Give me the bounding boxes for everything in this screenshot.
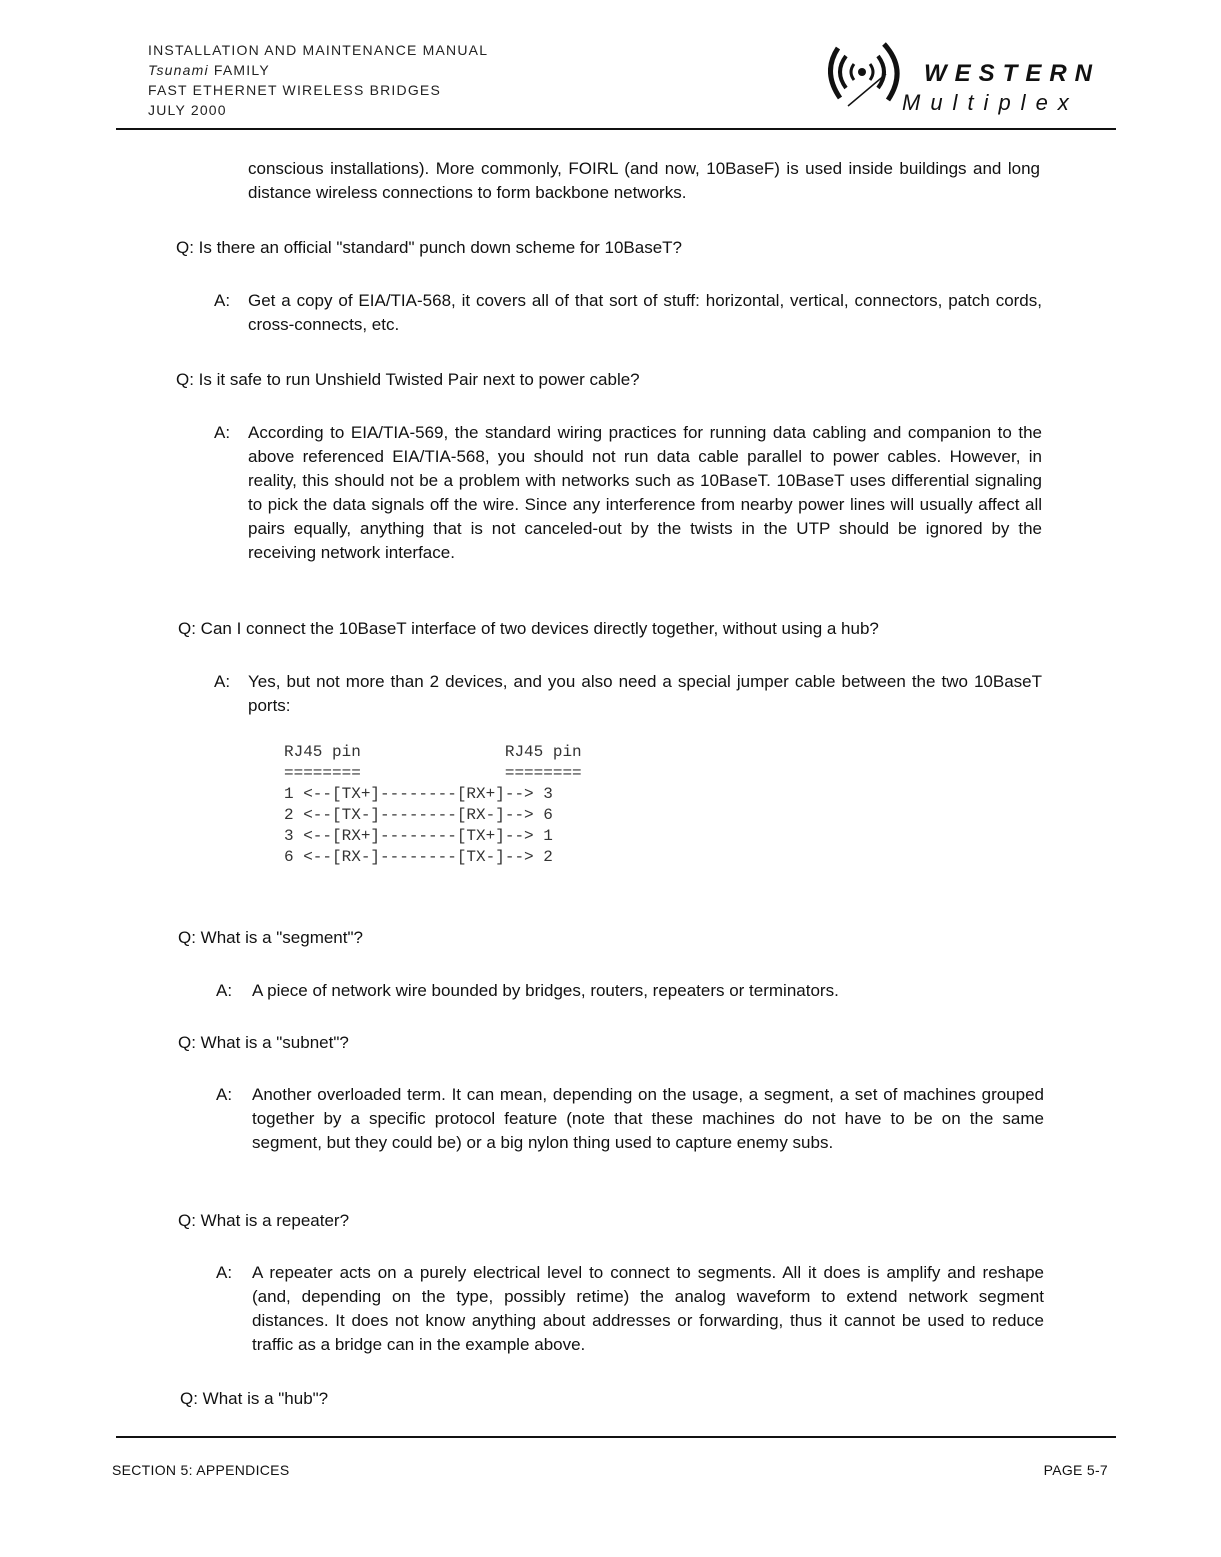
answer-label-3: A: [214, 672, 231, 691]
answer-4: A piece of network wire bounded by bridges, routers, repeaters or terminators. [252, 981, 839, 1000]
question-5: Q: What is a "subnet"? [178, 1033, 349, 1052]
pin-table-separator: ======== ======== [284, 764, 582, 782]
answer-2: According to EIA/TIA-569, the standard wiring practices for running data cabling and companion to the above referenced EIA/TIA-568, you should not run data cable parallel to power cables. However, in reality, this should not be a problem with networks such as 10BaseT. 10BaseT uses differential signaling to pick the data signals off the wire. Since any interference from nearby power lines will usually affect all pairs equally, anything that is not canceled-out by the twists in the UTP should be ignored by the receiving network interface. [248, 423, 1042, 562]
answer-label-6: A: [216, 1263, 233, 1282]
answer-label-5: A: [216, 1085, 233, 1104]
question-3: Q: Can I connect the 10BaseT interface of two devices directly together, without using a hub? [178, 619, 879, 638]
question-2: Q: Is it safe to run Unshield Twisted Pair next to power cable? [176, 370, 640, 389]
intro-paragraph: conscious installations). More commonly, FOIRL (and now, 10BaseF) is used inside buildings and long distance wireless connections to form backbone networks. [248, 159, 1040, 202]
product-name: Tsunami [148, 62, 209, 78]
pin-table-header: RJ45 pin RJ45 pin [284, 743, 582, 761]
answer-1: Get a copy of EIA/TIA-568, it covers all of that sort of stuff: horizontal, vertical, connectors, patch cords, cross-connects, etc. [248, 291, 1042, 334]
document-header [148, 40, 488, 120]
question-6: Q: What is a repeater? [178, 1211, 350, 1230]
question-7: Q: What is a "hub"? [180, 1389, 329, 1408]
product-family: Tsunami FAMILY [148, 62, 270, 78]
logo-wordmark-western: WESTERN [924, 60, 1100, 87]
footer-section: SECTION 5: APPENDICES [112, 1462, 290, 1478]
pin-table-row: 3 <--[RX+]--------[TX+]--> 1 [284, 827, 553, 845]
question-1: Q: Is there an official "standard" punch down scheme for 10BaseT? [176, 238, 682, 257]
pin-table-row: 6 <--[RX-]--------[TX-]--> 2 [284, 848, 553, 866]
company-logo [828, 34, 1118, 124]
manual-title: INSTALLATION AND MAINTENANCE MANUAL [148, 42, 489, 58]
publication-date: JULY 2000 [148, 102, 227, 118]
answer-label-4: A: [216, 981, 233, 1000]
question-4: Q: What is a "segment"? [178, 928, 363, 947]
answer-3: Yes, but not more than 2 devices, and you also need a special jumper cable between the two 10BaseT ports: [248, 672, 1042, 715]
footer-page-number: PAGE 5-7 [1043, 1462, 1108, 1478]
answer-label-1: A: [214, 291, 231, 310]
answer-6: A repeater acts on a purely electrical level to connect to segments. All it does is amplify and reshape (and, depending on the type, possibly retime) the analog waveform to extend network segment distances. It does not know anything about addresses or forwarding, thus it cannot be used to reduce traffic as a bridge can in the example above. [252, 1263, 1044, 1354]
answer-5: Another overloaded term. It can mean, depending on the usage, a segment, a set of machines grouped together by a specific protocol feature (note that these machines do not have to be on the same segment, but they could be) or a big nylon thing used to capture enemy subs. [252, 1085, 1044, 1152]
footer-divider [116, 1436, 1116, 1438]
product-line: FAST ETHERNET WIRELESS BRIDGES [148, 82, 441, 98]
rj45-crossover-pin-table [284, 742, 582, 868]
pin-table-row: 1 <--[TX+]--------[RX+]--> 3 [284, 785, 553, 803]
answer-label-2: A: [214, 423, 231, 442]
header-divider [116, 128, 1116, 130]
logo-wordmark-multiplex: Multiplex [902, 90, 1079, 115]
pin-table-row: 2 <--[TX-]--------[RX-]--> 6 [284, 806, 553, 824]
